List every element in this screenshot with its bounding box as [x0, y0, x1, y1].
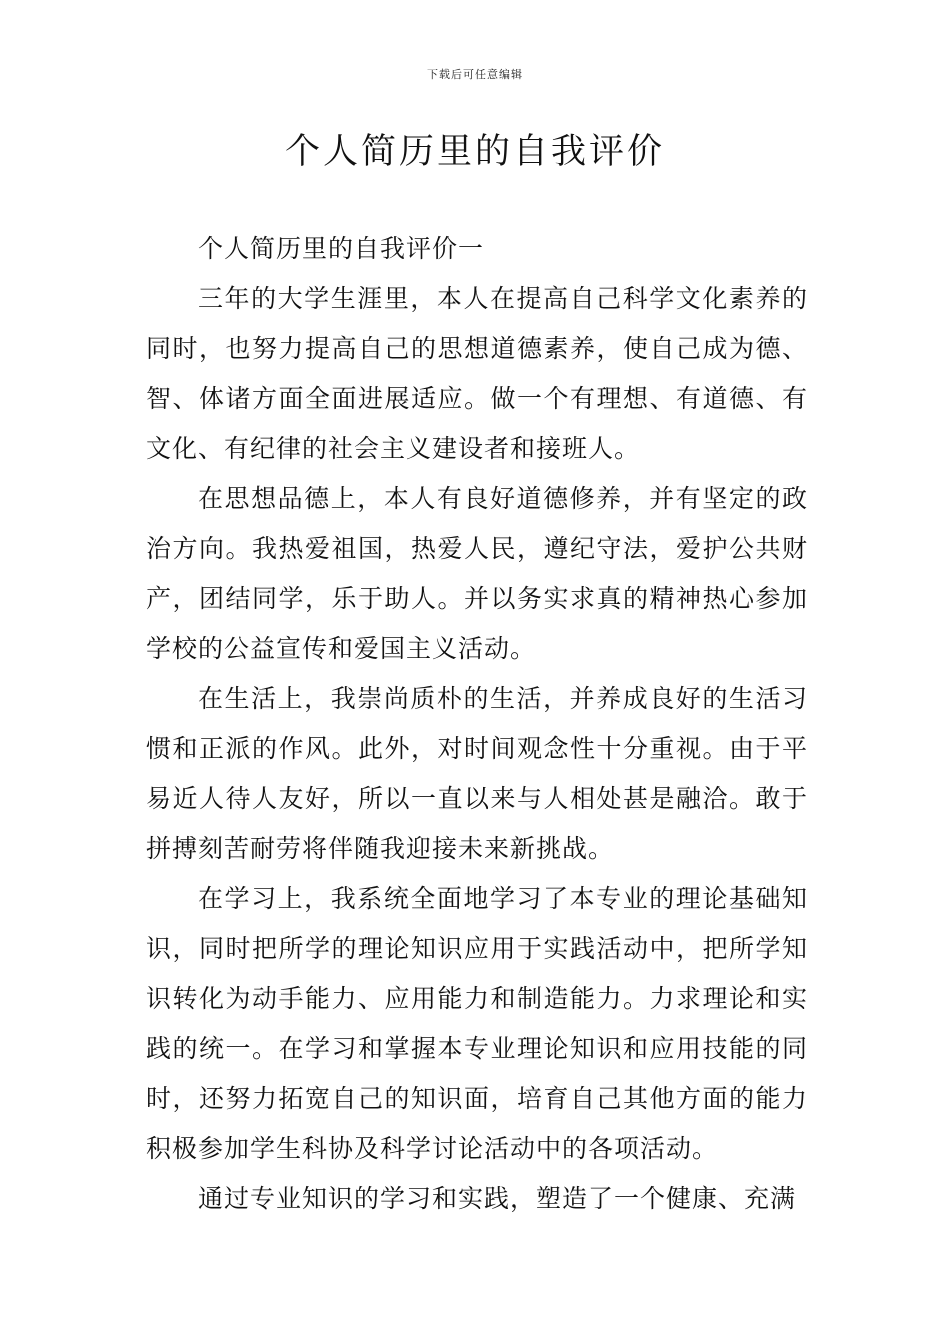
document-body — [146, 224, 808, 1224]
paragraph: 在学习上，我系统全面地学习了本专业的理论基础知识，同时把所学的理论知识应用于实践活动中，把所学知识转化为动手能力、应用能力和制造能力。力求理论和实践的统一。在学习和掌握本专业理论知识和应用技能的同时，还努力拓宽自己的知识面，培育自己其他方面的能力积极参加学生科协及科学讨论活动中的各项活动。 — [146, 884, 808, 1163]
paragraph: 在生活上，我崇尚质朴的生活，并养成良好的生活习惯和正派的作风。此外，对时间观念性十分重视。由于平易近人待人友好，所以一直以来与人相处甚是融洽。敢于拼搏刻苦耐劳将伴随我迎接未来新挑战。 — [146, 684, 808, 863]
header-note: 下载后可任意编辑 — [427, 68, 523, 81]
section-heading: 个人简历里的自我评价一 — [198, 234, 485, 263]
document-title: 个人简历里的自我评价 — [284, 132, 665, 172]
paragraph: 三年的大学生涯里，本人在提高自己科学文化素养的同时，也努力提高自己的思想道德素养，使自己成为德、智、体诸方面全面进展适应。做一个有理想、有道德、有文化、有纪律的社会主义建设者和接班人。 — [146, 284, 808, 463]
paragraph: 通过专业知识的学习和实践，塑造了一个健康、充满 — [198, 1184, 797, 1213]
paragraph: 在思想品德上，本人有良好道德修养，并有坚定的政治方向。我热爱祖国，热爱人民，遵纪守法，爱护公共财产，团结同学，乐于助人。并以务实求真的精神热心参加学校的公益宣传和爱国主义活动。 — [146, 484, 808, 663]
